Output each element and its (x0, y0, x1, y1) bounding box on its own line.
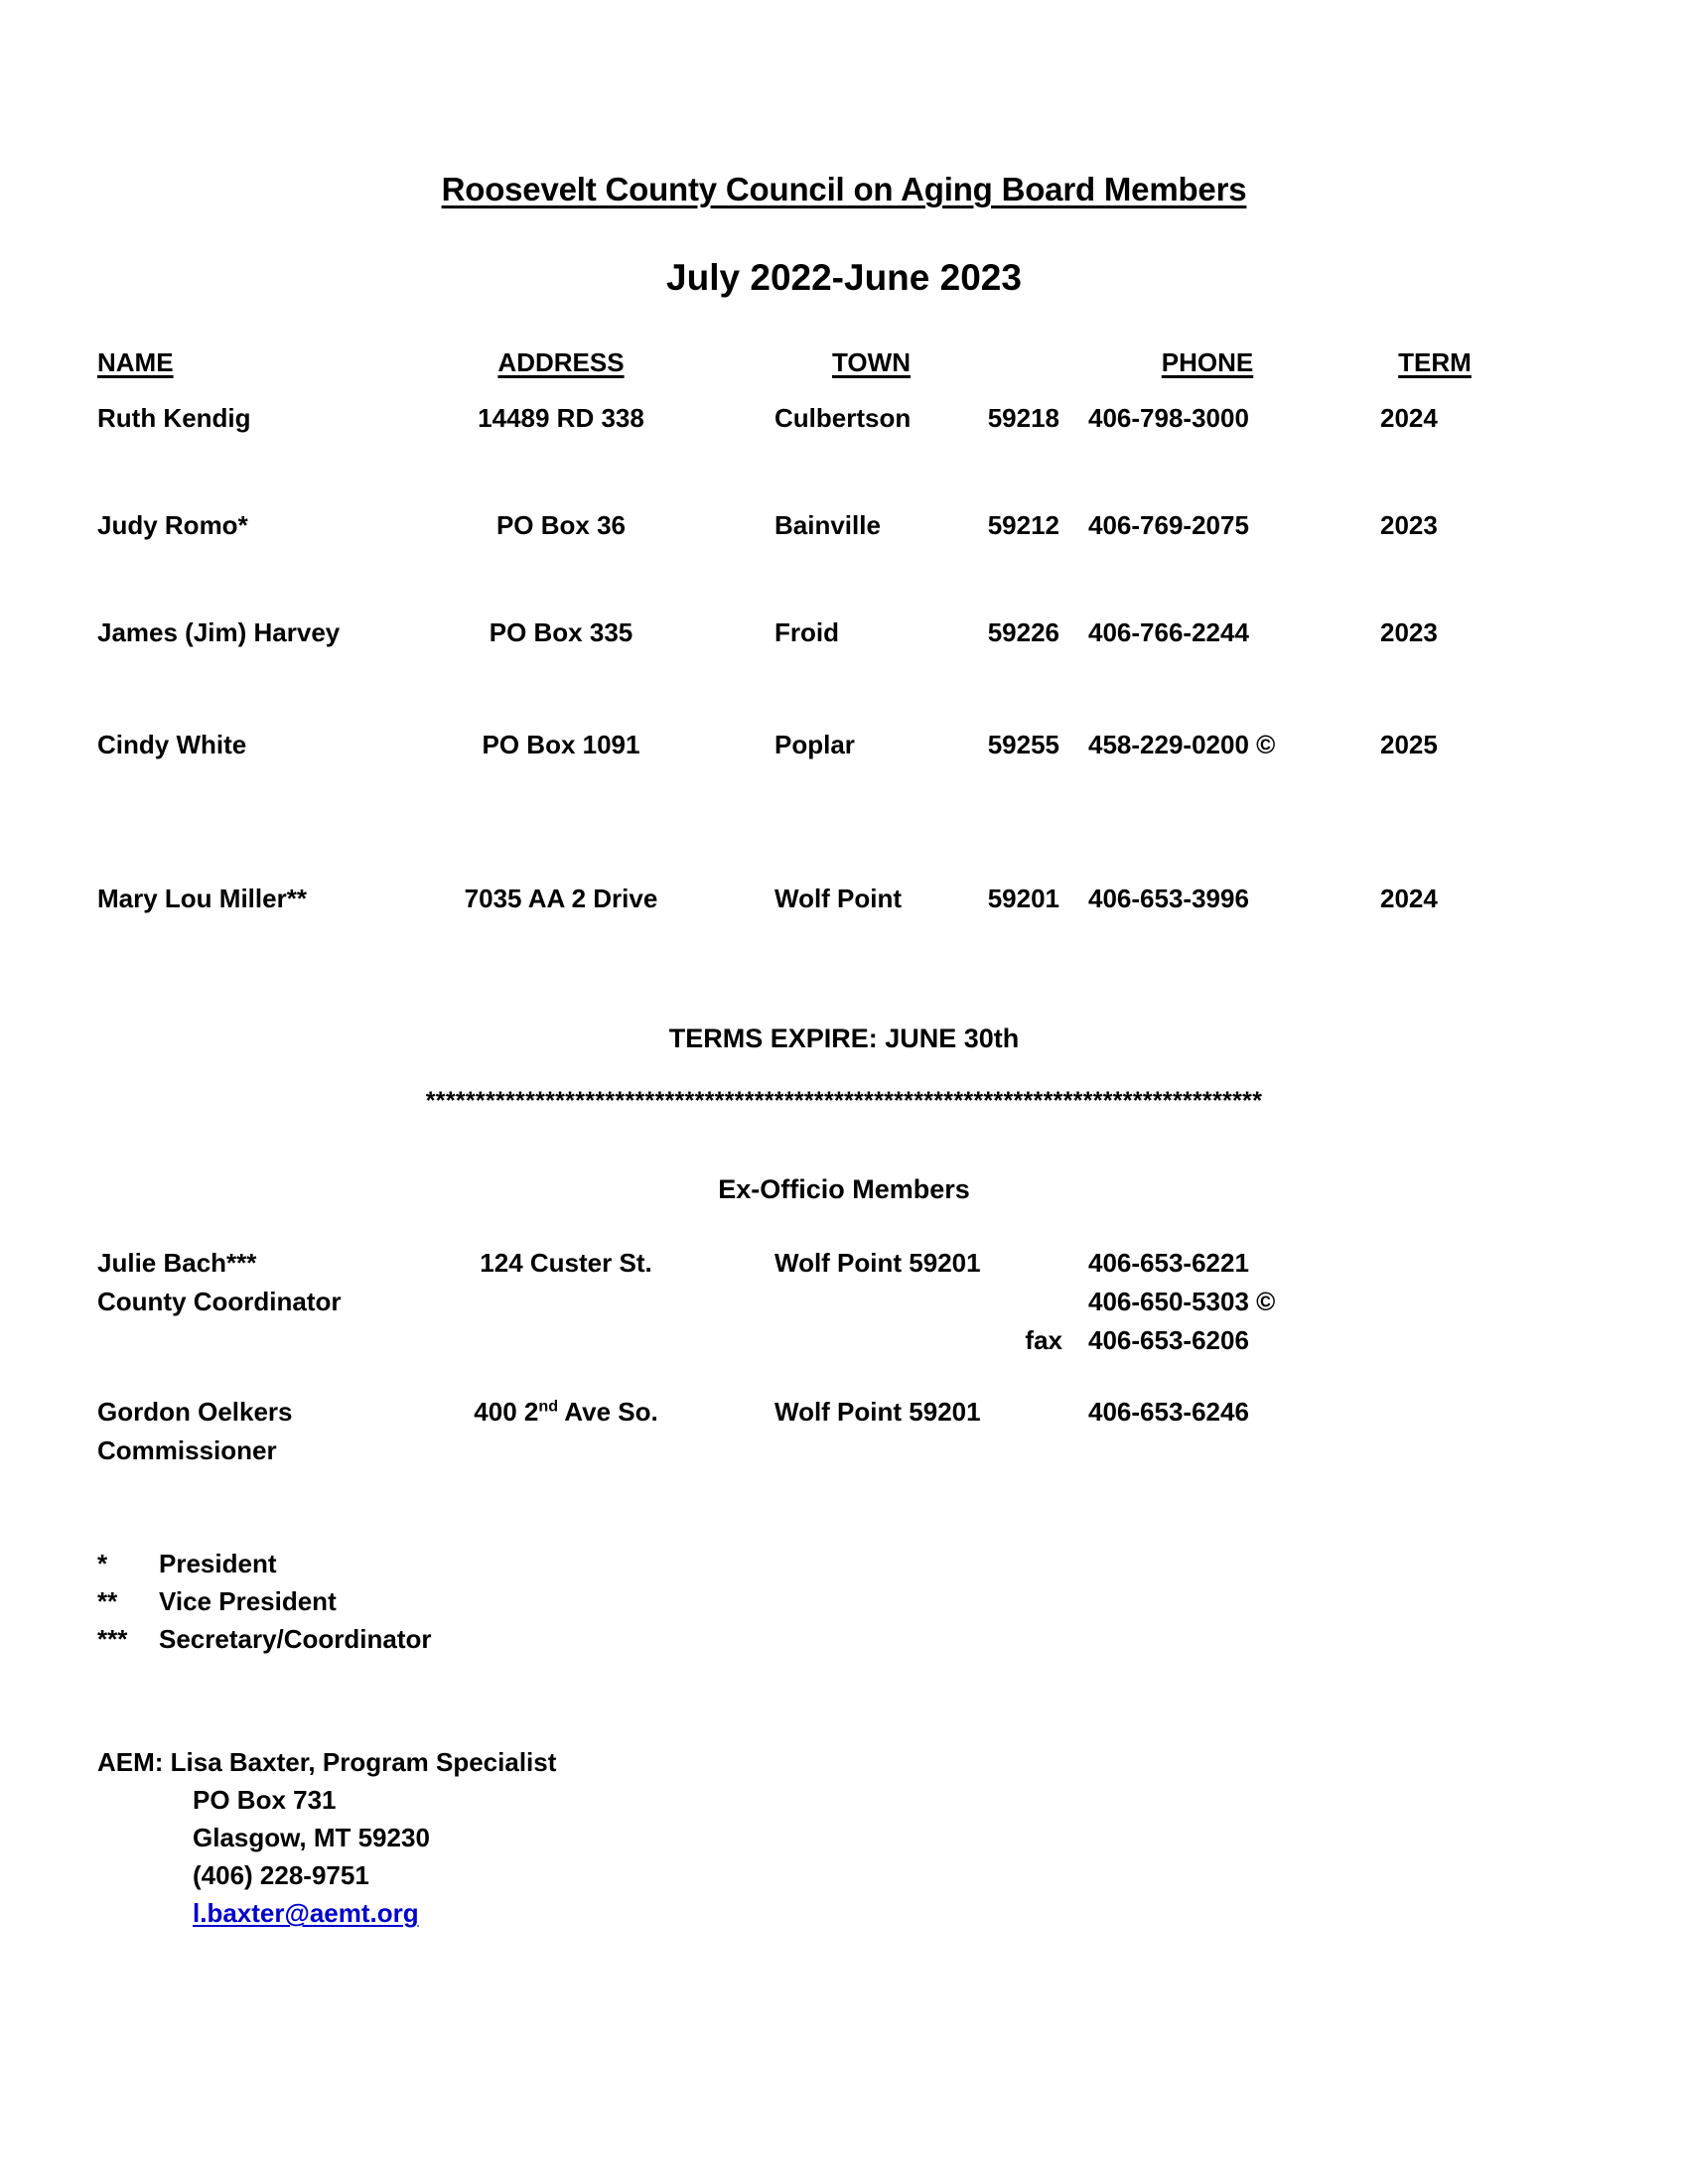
member-name: Cindy White (97, 730, 247, 759)
column-header-address: ADDRESS (497, 347, 625, 377)
address-rest: Ave So. (558, 1397, 658, 1427)
exofficio-section-title: Ex-Officio Members (718, 1174, 970, 1204)
member-zip: 59218 (987, 403, 1059, 433)
exofficio-town-zip: Wolf Point 59201 (774, 1397, 981, 1427)
table-row (0, 884, 1688, 943)
aem-contact-block (97, 1747, 556, 1936)
member-name: Judy Romo* (97, 510, 248, 540)
aem-line-name: AEM: Lisa Baxter, Program Specialist (97, 1747, 557, 1777)
member-phone: 406-769-2075 (1088, 510, 1249, 540)
exofficio-cell-phone: 406-650-5303 © (1088, 1287, 1276, 1316)
member-term: 2024 (1380, 403, 1438, 433)
page-subtitle: July 2022-June 2023 (666, 257, 1022, 298)
page-title-text: Roosevelt County Council on Aging Board Members (441, 171, 1247, 207)
exofficio-address: 124 Custer St. (480, 1248, 652, 1278)
aem-line-po-box: PO Box 731 (193, 1785, 337, 1815)
exofficio-entry-bach (0, 1246, 1688, 1362)
legend-item (97, 1549, 432, 1586)
member-zip: 59226 (987, 617, 1059, 647)
member-town: Culbertson (774, 403, 912, 433)
member-address: 7035 AA 2 Drive (464, 884, 658, 913)
asterisk-divider: ************************************************************************************ (425, 1087, 1263, 1115)
column-header-term: TERM (1398, 347, 1472, 377)
aem-line-email (97, 1898, 556, 1936)
exofficio-row (0, 1395, 1688, 1433)
member-address: PO Box 335 (489, 617, 633, 647)
address-ordinal-suffix: nd (538, 1397, 559, 1416)
legend-mark: *** (97, 1624, 128, 1654)
exofficio-entry-oelkers (0, 1395, 1688, 1472)
member-term: 2023 (1380, 617, 1438, 647)
member-address: 14489 RD 338 (478, 403, 644, 433)
member-name: James (Jim) Harvey (97, 617, 341, 647)
terms-expire-note: TERMS EXPIRE: JUNE 30th (668, 1024, 1020, 1053)
table-row (0, 403, 1688, 510)
exofficio-address (427, 1395, 705, 1429)
member-town: Froid (774, 617, 839, 647)
board-members-table (0, 347, 1688, 943)
aem-line-phone: (406) 228-9751 (193, 1860, 369, 1890)
exofficio-phone: 406-653-6221 (1088, 1248, 1249, 1278)
member-town: Poplar (774, 730, 855, 759)
member-name: Mary Lou Miller** (97, 884, 307, 913)
legend-mark: ** (97, 1586, 118, 1616)
table-header-row (0, 347, 1688, 403)
legend-meaning: Vice President (159, 1586, 337, 1616)
legend-item (97, 1624, 432, 1662)
member-term: 2025 (1380, 730, 1438, 759)
legend-item (97, 1586, 432, 1624)
member-term: 2023 (1380, 510, 1438, 540)
exofficio-name: Julie Bach*** (97, 1248, 257, 1278)
email-link[interactable]: l.baxter@aemt.org (193, 1898, 419, 1928)
exofficio-fax: 406-653-6206 (1088, 1325, 1249, 1355)
column-header-name: NAME (97, 347, 174, 377)
legend (97, 1549, 432, 1662)
table-row (0, 617, 1688, 730)
exofficio-row (0, 1323, 1688, 1362)
exofficio-name: Gordon Oelkers (97, 1397, 293, 1427)
exofficio-row (0, 1433, 1688, 1472)
legend-meaning: President (159, 1549, 277, 1578)
address-number: 400 2 (474, 1397, 539, 1427)
member-term: 2024 (1380, 884, 1438, 913)
member-phone: 406-798-3000 (1088, 403, 1249, 433)
fax-label: fax (1025, 1325, 1062, 1355)
legend-mark: * (97, 1549, 108, 1578)
exofficio-role: Commissioner (97, 1435, 277, 1465)
exofficio-role: County Coordinator (97, 1287, 342, 1316)
member-zip: 59255 (987, 730, 1059, 759)
exofficio-town-zip: Wolf Point 59201 (774, 1248, 981, 1278)
member-town: Wolf Point (774, 884, 903, 913)
member-phone: 458-229-0200 © (1088, 730, 1276, 759)
column-header-town: TOWN (832, 347, 911, 377)
legend-meaning: Secretary/Coordinator (159, 1624, 432, 1654)
member-address: PO Box 36 (495, 510, 627, 540)
member-town: Bainville (774, 510, 881, 540)
page-title (0, 171, 1688, 208)
member-name: Ruth Kendig (97, 403, 251, 433)
aem-line-city-state-zip: Glasgow, MT 59230 (193, 1823, 430, 1852)
exofficio-phone: 406-653-6246 (1088, 1397, 1249, 1427)
exofficio-row (0, 1285, 1688, 1323)
table-row (0, 510, 1688, 617)
member-zip: 59212 (987, 510, 1059, 540)
table-row (0, 730, 1688, 884)
column-header-phone: PHONE (1161, 347, 1254, 377)
member-address: PO Box 1091 (482, 730, 640, 759)
exofficio-row (0, 1246, 1688, 1285)
member-phone: 406-766-2244 (1088, 617, 1249, 647)
member-phone: 406-653-3996 (1088, 884, 1249, 913)
member-zip: 59201 (987, 884, 1059, 913)
